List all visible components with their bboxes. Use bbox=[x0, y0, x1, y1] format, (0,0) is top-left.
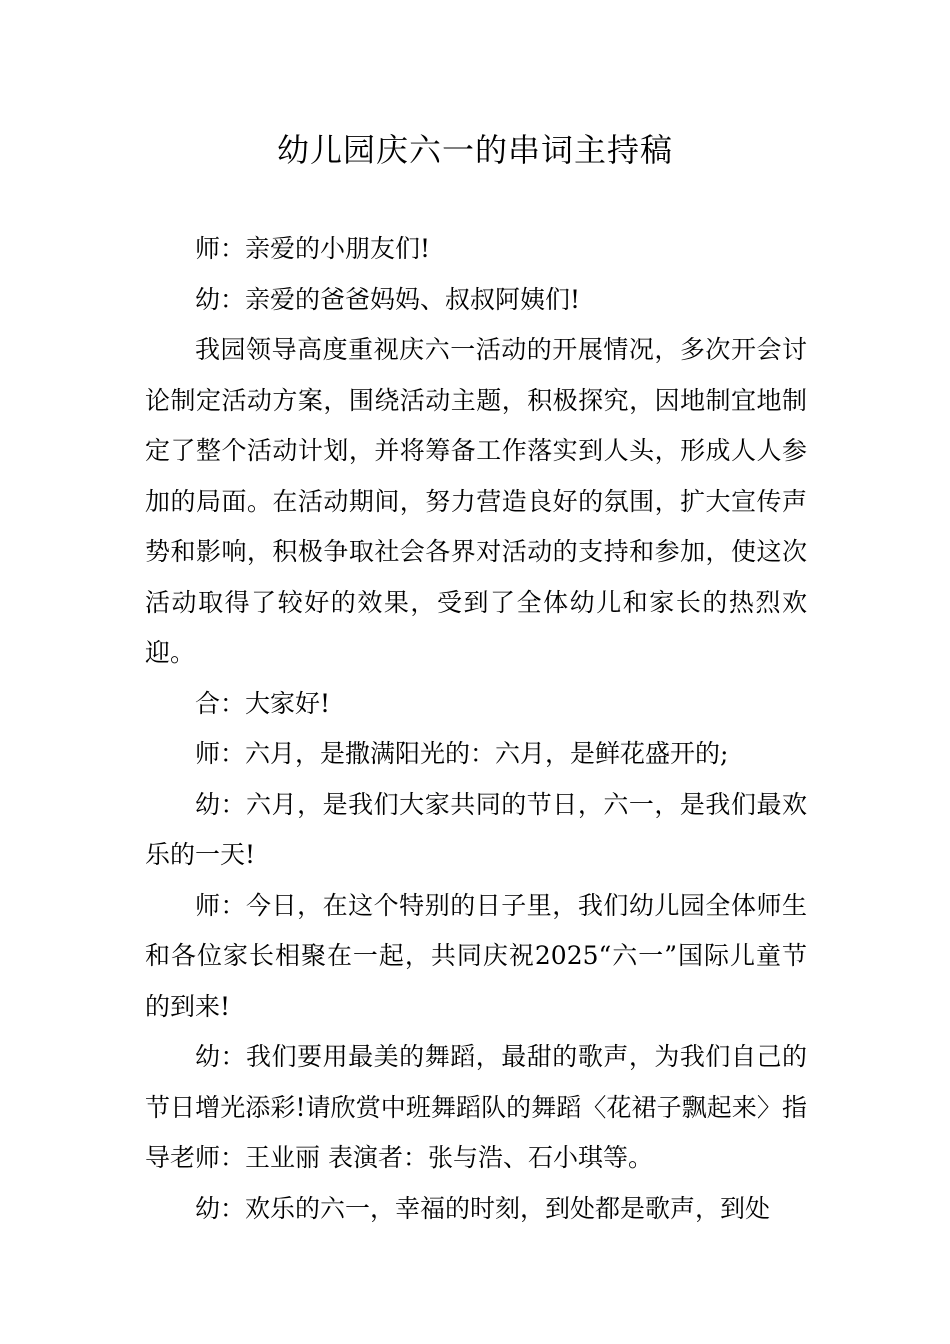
paragraph-child-dance-intro: 幼：我们要用最美的舞蹈，最甜的歌声，为我们自己的节日增光添彩!请欣赏中班舞蹈队的舞蹈〈花裙子飘起来〉指导老师：王业丽 表演者：张与浩、石小琪等。 bbox=[145, 1042, 807, 1172]
document-body bbox=[145, 224, 807, 1234]
paragraph-teacher-celebration: 师：今日，在这个特别的日子里，我们幼儿园全体师生和各位家长相聚在一起，共同庆祝2025“六一”国际儿童节的到来! bbox=[145, 890, 807, 1021]
paragraph-teacher-greeting: 师：亲爱的小朋友们! bbox=[195, 234, 431, 263]
document-title: 幼儿园庆六一的串词主持稿 bbox=[276, 131, 673, 169]
paragraph-child-happy-june: 幼：欢乐的六一，幸福的时刻，到处都是歌声，到处 bbox=[195, 1193, 771, 1223]
paragraph-child-june: 幼：六月，是我们大家共同的节日，六一，是我们最欢乐的一天! bbox=[145, 789, 807, 869]
paragraph-all-greeting: 合：大家好! bbox=[195, 688, 331, 718]
paragraph-teacher-june: 师：六月，是撒满阳光的：六月，是鲜花盛开的; bbox=[195, 739, 729, 768]
paragraph-child-greeting: 幼：亲爱的爸爸妈妈、叔叔阿姨们! bbox=[195, 284, 581, 314]
paragraph-introduction: 我园领导高度重视庆六一活动的开展情况，多次开会讨论制定活动方案，围绕活动主题，积极探究，因地制宜地制定了整个活动计划，并将筹备工作落实到人头，形成人人参加的局面。在活动期间，努力营造良好的氛围，扩大宣传声势和影响，积极争取社会各界对活动的支持和参加，使这次活动取得了较好的效果，受到了全体幼儿和家长的热烈欢迎。 bbox=[145, 335, 807, 667]
